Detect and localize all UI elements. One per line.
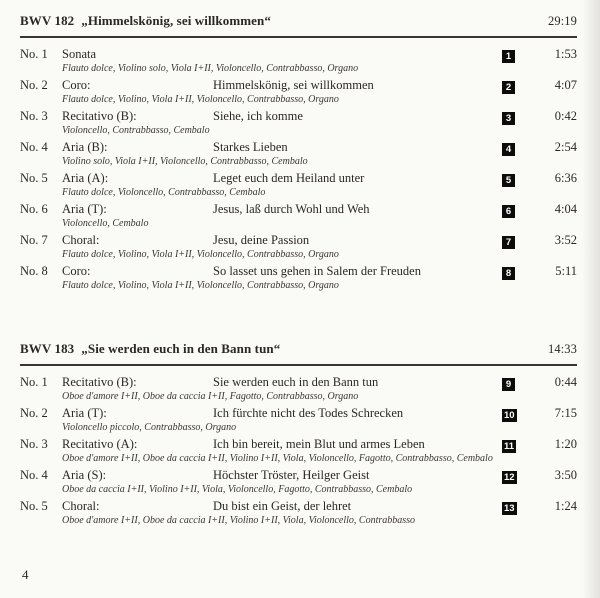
track-row: [20, 140, 577, 168]
track-no: No. 1: [20, 375, 48, 389]
track-main-line: [20, 78, 577, 93]
track-row: [20, 233, 577, 261]
track-no: No. 5: [20, 499, 48, 513]
track-time: 7:15: [554, 406, 577, 420]
track-number-badge: 8: [502, 267, 515, 280]
track-number-badge: 7: [502, 236, 515, 249]
section-header: [20, 13, 577, 38]
track-genre: Aria (T):: [62, 202, 107, 216]
track-main-line: [20, 264, 577, 279]
track-instruments: Flauto dolce, Violino, Viola I+II, Violoncello, Contrabbasso, Organo: [62, 249, 339, 260]
track-main-line: [20, 140, 577, 155]
track-title: Höchster Tröster, Heilger Geist: [213, 468, 370, 482]
track-badge-cell: [501, 375, 529, 390]
track-main-line: [20, 202, 577, 217]
work-section: [20, 341, 577, 527]
track-time: 1:24: [554, 499, 577, 513]
track-main-line: [20, 468, 577, 483]
track-main-line: [20, 233, 577, 248]
track-instruments: Oboe da caccia I+II, Violino I+II, Viola, Violoncello, Fagotto, Contrabbasso, Cembalo: [62, 484, 413, 495]
track-genre: Recitativo (B):: [62, 109, 137, 123]
track-badge-cell: [501, 437, 529, 452]
track-row: [20, 47, 577, 75]
track-no: No. 2: [20, 78, 48, 92]
track-row: [20, 437, 577, 465]
track-no: No. 2: [20, 406, 48, 420]
track-genre: Recitativo (B):: [62, 375, 137, 389]
track-time: 5:11: [555, 264, 577, 278]
track-number-badge: 9: [502, 378, 515, 391]
track-time: 3:50: [554, 468, 577, 482]
track-badge-cell: [501, 171, 529, 186]
track-badge-cell: [501, 233, 529, 248]
track-badge-cell: [501, 202, 529, 217]
track-time: 3:52: [554, 233, 577, 247]
track-time: 1:20: [554, 437, 577, 451]
track-genre: Aria (B):: [62, 140, 108, 154]
track-number-badge: 3: [502, 112, 515, 125]
track-row: [20, 78, 577, 106]
track-row: [20, 468, 577, 496]
track-row: [20, 406, 577, 434]
track-row: [20, 375, 577, 403]
track-instruments: Flauto dolce, Violino, Viola I+II, Violoncello, Contrabbasso, Organo: [62, 280, 339, 291]
track-title: Jesu, deine Passion: [213, 233, 310, 247]
track-row: [20, 171, 577, 199]
track-row: [20, 499, 577, 527]
track-badge-cell: [501, 78, 529, 93]
track-title: Du bist ein Geist, der lehret: [213, 499, 352, 513]
track-number-badge: 2: [502, 81, 515, 94]
track-instruments: Oboe d'amore I+II, Oboe da caccia I+II, Fagotto, Contrabbasso, Organo: [62, 391, 359, 402]
track-badge-cell: [501, 499, 529, 514]
track-genre: Aria (T):: [62, 406, 107, 420]
track-time: 4:04: [554, 202, 577, 216]
track-title: Sie werden euch in den Bann tun: [213, 375, 379, 389]
track-number-badge: 5: [502, 174, 515, 187]
track-time: 0:42: [554, 109, 577, 123]
bwv-number: BWV 183: [20, 341, 75, 356]
track-genre: Choral:: [62, 233, 100, 247]
work-section: [20, 13, 577, 292]
track-title: Ich fürchte nicht des Todes Schrecken: [213, 406, 404, 420]
track-number-badge: 12: [504, 472, 515, 483]
track-badge-cell: [501, 468, 529, 483]
track-title: Jesus, laß durch Wohl und Weh: [213, 202, 370, 216]
track-number-badge: 6: [502, 205, 515, 218]
track-genre: Aria (S):: [62, 468, 107, 482]
track-no: No. 7: [20, 233, 48, 247]
track-main-line: [20, 171, 577, 186]
track-title: Siehe, ich komme: [213, 109, 303, 123]
track-no: No. 8: [20, 264, 48, 278]
track-title: Himmelskönig, sei willkommen: [213, 78, 374, 92]
track-no: No. 3: [20, 437, 48, 451]
track-badge-cell: [501, 264, 529, 279]
track-genre: Coro:: [62, 264, 91, 278]
track-badge-cell: [501, 47, 529, 62]
track-time: 6:36: [554, 171, 577, 185]
track-badge-cell: [501, 406, 529, 421]
track-time: 0:44: [554, 375, 577, 389]
track-number-badge: 13: [504, 503, 515, 514]
track-genre: Coro:: [62, 78, 91, 92]
track-no: No. 6: [20, 202, 48, 216]
track-main-line: [20, 499, 577, 514]
track-badge-cell: [501, 109, 529, 124]
track-genre: Sonata: [62, 47, 97, 61]
track-main-line: [20, 437, 577, 452]
track-row: [20, 264, 577, 292]
track-title: Leget euch dem Heiland unter: [213, 171, 365, 185]
track-number-badge: 4: [502, 143, 515, 156]
track-no: No. 4: [20, 468, 48, 482]
track-title: Starkes Lieben: [213, 140, 288, 154]
track-instruments: Flauto dolce, Violino solo, Viola I+II, Violoncello, Contrabbasso, Organo: [62, 63, 359, 74]
track-main-line: [20, 109, 577, 124]
work-title: „Himmelskönig, sei willkommen“: [81, 13, 271, 28]
track-genre: Recitativo (A):: [62, 437, 138, 451]
track-main-line: [20, 47, 577, 62]
track-time: 2:54: [554, 140, 577, 154]
track-number-badge: 11: [504, 441, 515, 452]
track-instruments: Violoncello, Cembalo: [62, 218, 149, 229]
track-listing: [20, 13, 577, 527]
work-total-duration: 29:19: [548, 14, 577, 28]
track-title: So lasset uns gehen in Salem der Freuden: [213, 264, 421, 278]
track-genre: Choral:: [62, 499, 100, 513]
track-no: No. 5: [20, 171, 48, 185]
track-instruments: Violino solo, Viola I+II, Violoncello, Contrabbasso, Cembalo: [62, 156, 308, 167]
track-main-line: [20, 406, 577, 421]
track-title: Ich bin bereit, mein Blut und armes Leben: [213, 437, 425, 451]
track-instruments: Oboe d'amore I+II, Oboe da caccia I+II, Violino I+II, Viola, Violoncello, Fagotto, Contrabbasso, Cembalo: [62, 453, 493, 464]
track-instruments: Violoncello piccolo, Contrabbasso, Organo: [62, 422, 237, 433]
bwv-number: BWV 182: [20, 13, 75, 28]
track-row: [20, 202, 577, 230]
page-number: 4: [22, 567, 29, 582]
track-row: [20, 109, 577, 137]
track-no: No. 3: [20, 109, 48, 123]
track-instruments: Oboe d'amore I+II, Oboe da caccia I+II, Violino I+II, Viola, Violoncello, Contrabbasso: [62, 515, 416, 526]
work-title: „Sie werden euch in den Bann tun“: [81, 341, 281, 356]
work-total-duration: 14:33: [548, 342, 577, 356]
track-time: 1:53: [554, 47, 577, 61]
track-no: No. 4: [20, 140, 48, 154]
track-number-badge: 10: [504, 410, 515, 421]
track-genre: Aria (A):: [62, 171, 109, 185]
track-time: 4:07: [554, 78, 577, 92]
track-number-badge: 1: [502, 50, 515, 63]
track-main-line: [20, 375, 577, 390]
section-header: [20, 341, 577, 366]
track-badge-cell: [501, 140, 529, 155]
track-no: No. 1: [20, 47, 48, 61]
track-instruments: Flauto dolce, Violoncello, Contrabbasso, Cembalo: [62, 187, 266, 198]
track-instruments: Violoncello, Contrabbasso, Cembalo: [62, 125, 210, 136]
track-instruments: Flauto dolce, Violino, Viola I+II, Violoncello, Contrabbasso, Organo: [62, 94, 339, 105]
